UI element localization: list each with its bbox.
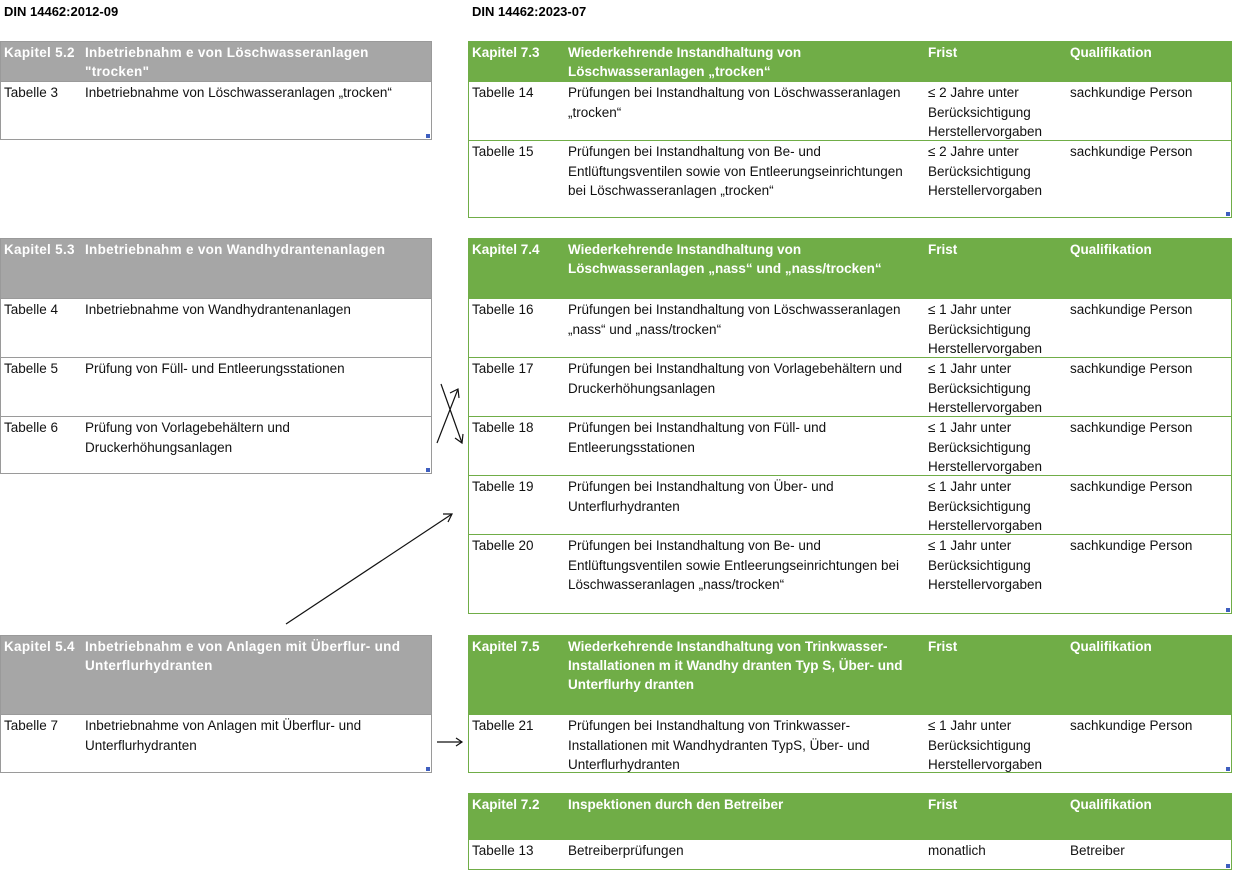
table-row <box>469 416 1231 475</box>
table-number: Tabelle 5 <box>4 361 59 376</box>
chapter-title: Inspektionen durch den Betreiber <box>568 797 784 812</box>
frist-value: ≤ 1 Jahr unter Berücksichtigung Herstellervorgaben <box>928 479 1043 533</box>
table-header <box>1 636 431 714</box>
new-chapter-7-4-table <box>468 238 1232 614</box>
table-header <box>1 42 431 81</box>
resize-handle-icon <box>1226 864 1230 868</box>
arrow-kapitel54-to-tabelle19 <box>286 514 452 624</box>
table-description: Prüfung von Vorlagebehältern und Druckerhöhungsanlagen <box>85 420 290 455</box>
resize-handle-icon <box>1226 608 1230 612</box>
qualification-value: sachkundige Person <box>1070 144 1193 159</box>
table-row <box>1 81 431 139</box>
chapter-number: Kapitel 5.4 <box>4 639 75 654</box>
chapter-number: Kapitel 5.2 <box>4 45 75 60</box>
table-description: Prüfungen bei Instandhaltung von Füll- und Entleerungsstationen <box>568 420 827 455</box>
table-description: Prüfungen bei Instandhaltung von Be- und Entlüftungsventilen sowie von Entleerungseinrichtungen bei Löschwasseranlagen „trocken“ <box>568 144 903 198</box>
frist-header: Frist <box>928 45 958 60</box>
table-number: Tabelle 13 <box>472 843 534 858</box>
table-number: Tabelle 6 <box>4 420 59 435</box>
frist-header: Frist <box>928 639 958 654</box>
qualification-value: sachkundige Person <box>1070 718 1193 733</box>
chapter-title: Wiederkehrende Instandhaltung von Löschwasseranlagen „trocken“ <box>568 45 802 79</box>
chapter-number: Kapitel 5.3 <box>4 242 75 257</box>
qualification-value: sachkundige Person <box>1070 420 1193 435</box>
old-chapter-5-3-table <box>0 238 432 474</box>
table-description: Betreiberprüfungen <box>568 843 684 858</box>
qualification-value: sachkundige Person <box>1070 361 1193 376</box>
table-row <box>469 714 1231 772</box>
table-number: Tabelle 17 <box>472 361 534 376</box>
table-row <box>469 475 1231 534</box>
table-description: Prüfungen bei Instandhaltung von Löschwasseranlagen „trocken“ <box>568 85 901 120</box>
table-number: Tabelle 4 <box>4 302 59 317</box>
new-chapter-7-5-table <box>468 635 1232 773</box>
qualification-header: Qualifikation <box>1070 797 1152 812</box>
new-chapter-7-3-table <box>468 41 1232 218</box>
frist-value: monatlich <box>928 843 986 858</box>
table-number: Tabelle 3 <box>4 85 59 100</box>
qualification-header: Qualifikation <box>1070 242 1152 257</box>
table-header <box>469 636 1231 714</box>
chapter-number: Kapitel 7.4 <box>472 242 540 257</box>
frist-value: ≤ 1 Jahr unter Berücksichtigung Herstellervorgaben <box>928 361 1043 415</box>
qualification-value: sachkundige Person <box>1070 538 1193 553</box>
table-description: Prüfungen bei Instandhaltung von Trinkwasser-Installationen mit Wandhydranten TypS, Über- und Unterflurhydranten <box>568 718 870 772</box>
table-row <box>469 140 1231 217</box>
old-chapter-5-4-table <box>0 635 432 773</box>
chapter-number: Kapitel 7.2 <box>472 797 540 812</box>
frist-header: Frist <box>928 797 958 812</box>
resize-handle-icon <box>1226 767 1230 771</box>
frist-header: Frist <box>928 242 958 257</box>
table-number: Tabelle 18 <box>472 420 534 435</box>
qualification-value: sachkundige Person <box>1070 302 1193 317</box>
table-number: Tabelle 19 <box>472 479 534 494</box>
qualification-value: sachkundige Person <box>1070 85 1193 100</box>
table-row <box>469 357 1231 416</box>
arrow-tabelle6-to-tabelle17 <box>437 389 459 443</box>
table-description: Inbetriebnahme von Anlagen mit Überflur- und Unterflurhydranten <box>85 718 362 753</box>
arrow-tabelle7-to-tabelle21 <box>437 738 462 746</box>
table-number: Tabelle 21 <box>472 718 534 733</box>
table-header <box>469 794 1231 839</box>
frist-value: ≤ 1 Jahr unter Berücksichtigung Herstellervorgaben <box>928 538 1043 592</box>
chapter-title: Inbetriebnahm e von Löschwasseranlagen "trocken" <box>85 45 369 79</box>
table-row <box>1 714 431 772</box>
frist-value: ≤ 1 Jahr unter Berücksichtigung Herstellervorgaben <box>928 302 1043 356</box>
table-number: Tabelle 20 <box>472 538 534 553</box>
table-description: Inbetriebnahme von Löschwasseranlagen „trocken“ <box>85 85 392 100</box>
table-row <box>469 81 1231 140</box>
table-description: Prüfung von Füll- und Entleerungsstationen <box>85 361 345 376</box>
table-number: Tabelle 7 <box>4 718 59 733</box>
chapter-title: Wiederkehrende Instandhaltung von Löschwasseranlagen „nass“ und „nass/trocken“ <box>568 242 882 276</box>
table-row <box>469 298 1231 357</box>
table-row <box>469 534 1231 613</box>
table-row <box>1 357 431 416</box>
table-number: Tabelle 15 <box>472 144 534 159</box>
table-row <box>1 416 431 473</box>
frist-value: ≤ 1 Jahr unter Berücksichtigung Herstellervorgaben <box>928 718 1043 772</box>
table-description: Prüfungen bei Instandhaltung von Löschwasseranlagen „nass“ und „nass/trocken“ <box>568 302 901 337</box>
chapter-title: Wiederkehrende Instandhaltung von Trinkwasser-Installationen m it Wandhy dranten Typ S, Über- und Unterflurhy dranten <box>568 639 903 692</box>
table-description: Prüfungen bei Instandhaltung von Über- und Unterflurhydranten <box>568 479 834 514</box>
table-description: Prüfungen bei Instandhaltung von Vorlagebehältern und Druckerhöhungsanlagen <box>568 361 903 396</box>
table-header <box>469 239 1231 298</box>
table-row <box>469 839 1231 869</box>
qualification-value: Betreiber <box>1070 843 1125 858</box>
qualification-value: sachkundige Person <box>1070 479 1193 494</box>
table-description: Inbetriebnahme von Wandhydrantenanlagen <box>85 302 351 317</box>
old-chapter-5-2-table <box>0 41 432 140</box>
chapter-number: Kapitel 7.5 <box>472 639 540 654</box>
qualification-header: Qualifikation <box>1070 45 1152 60</box>
table-header <box>469 42 1231 81</box>
arrow-tabelle5-to-tabelle18 <box>441 384 463 443</box>
new-chapter-7-2-table <box>468 793 1232 870</box>
frist-value: ≤ 2 Jahre unter Berücksichtigung Herstellervorgaben <box>928 144 1043 198</box>
chapter-number: Kapitel 7.3 <box>472 45 540 60</box>
resize-handle-icon <box>426 134 430 138</box>
table-number: Tabelle 16 <box>472 302 534 317</box>
table-number: Tabelle 14 <box>472 85 534 100</box>
table-header <box>1 239 431 298</box>
table-description: Prüfungen bei Instandhaltung von Be- und Entlüftungsventilen sowie Entleerungseinrichtungen bei Löschwasseranlagen „nass/trocken“ <box>568 538 899 592</box>
table-row <box>1 298 431 357</box>
new-standard-title: DIN 14462:2023-07 <box>472 4 587 19</box>
resize-handle-icon <box>426 468 430 472</box>
chapter-title: Inbetriebnahm e von Wandhydrantenanlagen <box>85 242 386 257</box>
frist-value: ≤ 1 Jahr unter Berücksichtigung Herstellervorgaben <box>928 420 1043 474</box>
old-standard-title: DIN 14462:2012-09 <box>4 4 119 19</box>
qualification-header: Qualifikation <box>1070 639 1152 654</box>
resize-handle-icon <box>426 767 430 771</box>
resize-handle-icon <box>1226 212 1230 216</box>
frist-value: ≤ 2 Jahre unter Berücksichtigung Herstellervorgaben <box>928 85 1043 139</box>
chapter-title: Inbetriebnahm e von Anlagen mit Überflur- und Unterflurhydranten <box>85 639 401 673</box>
